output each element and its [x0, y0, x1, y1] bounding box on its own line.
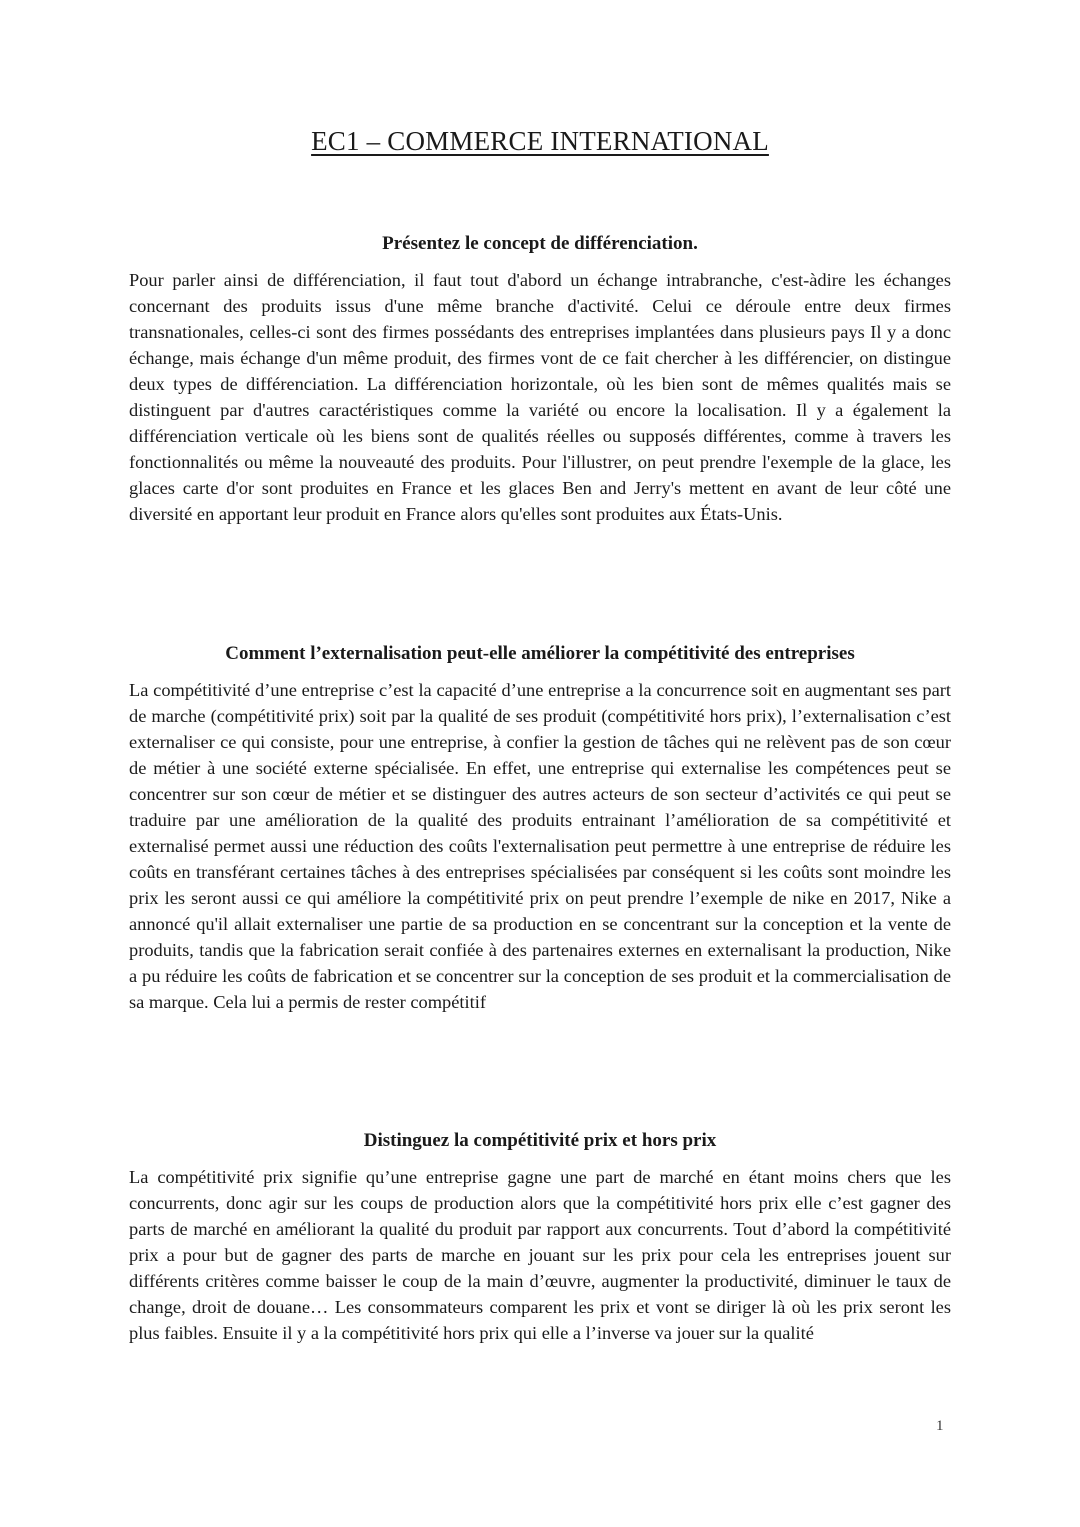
section-heading: Distinguez la compétitivité prix et hors prix — [363, 1130, 717, 1151]
section-body: La compétitivité prix signifie qu’une entreprise gagne une part de marché en étant moins chers que les concurrents, donc agir sur les coups de production alors que la compétitivité hors prix elle c’est gagner des parts de marché en améliorant la qualité du produit par rapport aux concurrents. Tout d’abord la compétitivité prix a pour but de gagner des parts de marche en jouant sur les prix pour cela les entreprises jouent sur différents critères comme baisser le coup de la main d’œuvre, augmenter la productivité, diminuer le taux de change, droit de douane… Les consommateurs comparent les prix et vont se diriger là où les prix seront les plus faibles. Ensuite il y a la compétitivité hors prix qui elle a l’inverse va jouer sur la qualité — [129, 1167, 951, 1343]
section-differenciation — [129, 231, 951, 527]
section-heading: Comment l’externalisation peut-elle améliorer la compétitivité des entreprises — [225, 643, 855, 664]
section-body: La compétitivité d’une entreprise c’est la capacité d’une entreprise a la concurrence soit en augmentant ses part de marche (compétitivité prix) soit par la qualité de ses produit (compétitivité hors prix), l’externalisation c’est externaliser ce qui consiste, pour une entreprise, à confier la gestion de tâches qui ne relèvent pas de son cœur de métier à une société externe spécialisée. En effet, une entreprise qui externalise les compétences peut se concentrer sur son cœur de métier et se distinguer des autres acteurs de son secteur d’activités ce qui peut se traduire par une amélioration de la qualité des produits entrainant l’amélioration de sa compétitivité et externalisé permet aussi une réduction des coûts l'externalisation peut permettre à une entreprise de réduire les coûts en transférant certaines tâches à des entreprises spécialisées par conséquent si les coûts sont moindre les prix les seront aussi ce qui améliore la compétitivité prix on peut prendre l’exemple de nike en 2017, Nike a annoncé qu'il allait externaliser une partie de sa production en se concentrant sur la conception et la vente de produits, tandis que la fabrication serait confiée à des partenaires externes en externalisant la production, Nike a pu réduire les coûts de fabrication et se concentrer sur la conception de ses produit et la commercialisation de sa marque. Cela lui a permis de rester compétitif — [129, 680, 951, 1012]
section-heading: Présentez le concept de différenciation. — [382, 233, 698, 254]
section-competitivite — [129, 1128, 951, 1346]
section-externalisation — [129, 641, 951, 1015]
document-title: EC1 – COMMERCE INTERNATIONAL — [311, 126, 769, 156]
page-number: 1 — [936, 1418, 944, 1434]
section-body: Pour parler ainsi de différenciation, il faut tout d'abord un échange intrabranche, c'est-àdire les échanges concernant des produits issus d'une même branche d'activité. Celui ce déroule entre deux firmes transnationales, celles-ci sont des firmes possédants des entreprises implantées dans plusieurs pays Il y a donc échange, mais échange d'un même produit, des firmes vont de ce fait chercher à les différencier, on distingue deux types de différenciation. La différenciation horizontale, où les bien sont de mêmes qualités mais se distinguent par d'autres caractéristiques comme la variété ou encore la localisation. Il y a également la différenciation verticale où les biens sont de qualités réelles ou supposés différentes, comme à travers les fonctionnalités ou même la nouveauté des produits. Pour l'illustrer, on peut prendre l'exemple de la glace, les glaces carte d'or sont produites en France et les glaces Ben and Jerry's mettent en avant de leur côté une diversité en apportant leur produit en France alors qu'elles sont produites aux États-Unis. — [129, 270, 951, 524]
